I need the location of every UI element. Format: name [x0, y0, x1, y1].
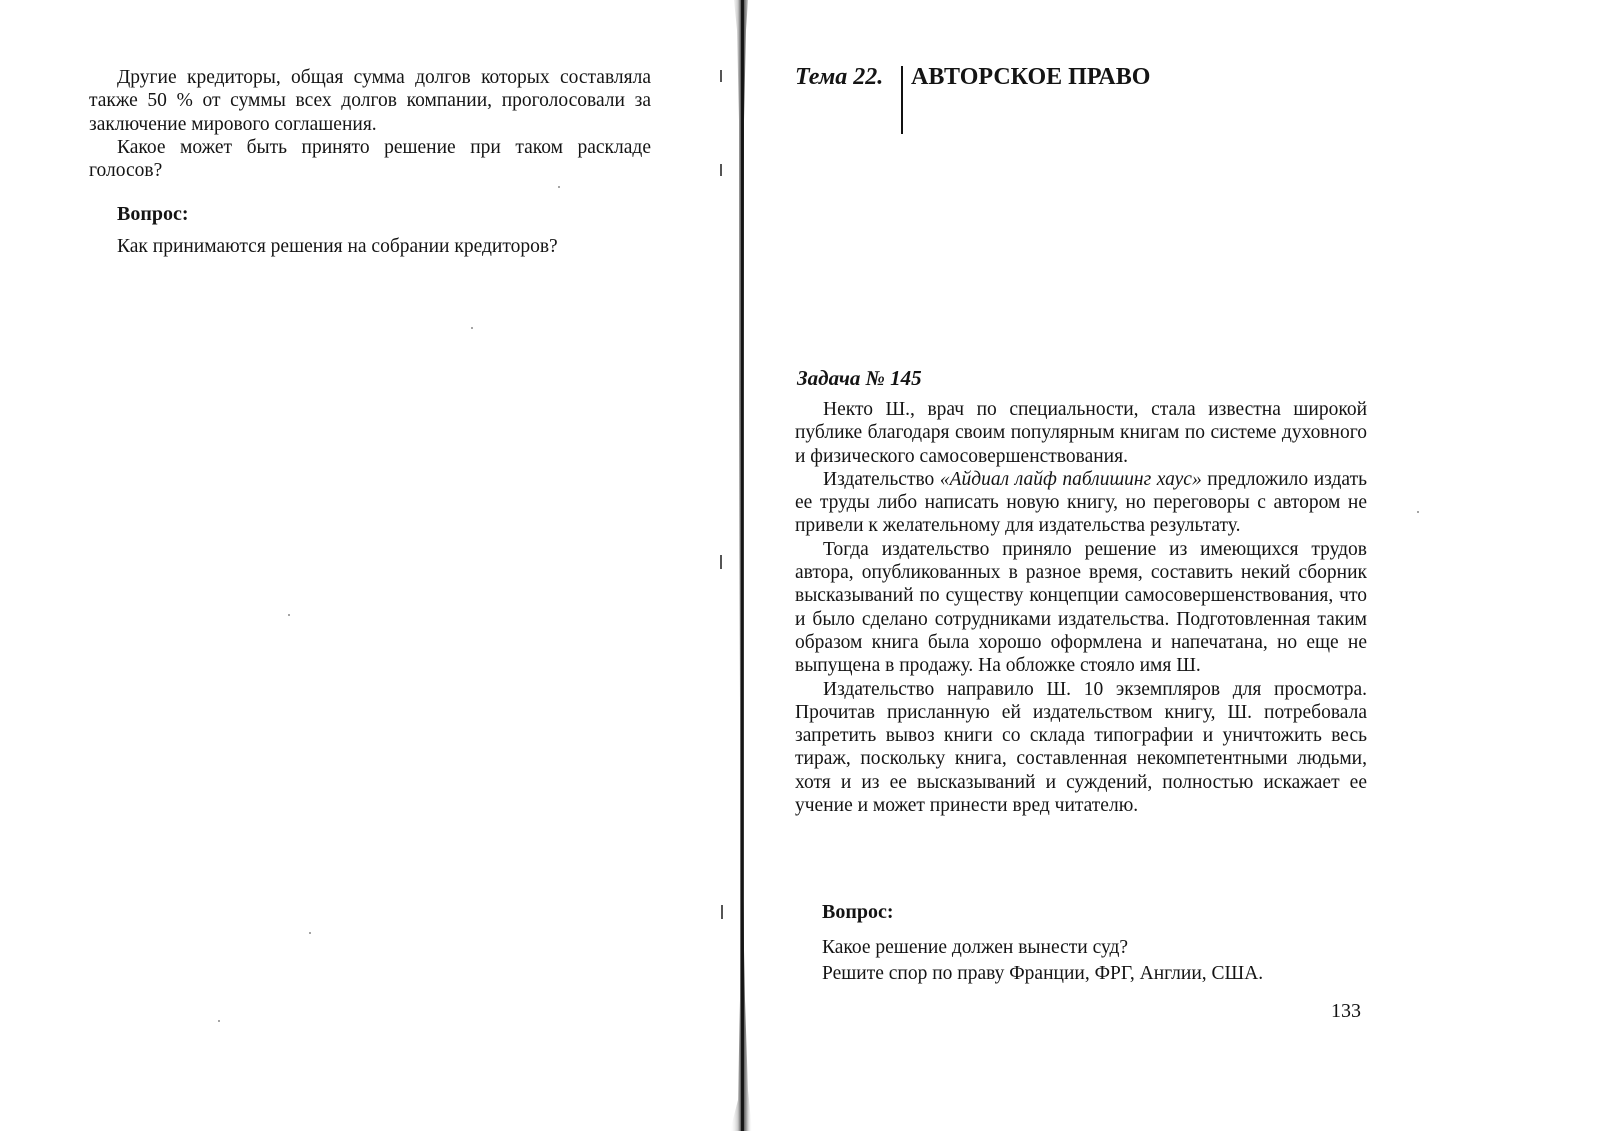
right-question-heading: Вопрос: [822, 901, 894, 923]
scan-speck [288, 614, 290, 616]
right-question-line-1: Какое решение должен вынести суд? [822, 937, 1129, 958]
scan-speck [1417, 511, 1419, 513]
right-page-body [795, 398, 1367, 817]
right-question-line-2: Решите спор по праву Франции, ФРГ, Англии, США. [822, 963, 1264, 984]
topic-divider [901, 66, 903, 134]
scan-speck [309, 932, 311, 934]
left-page-body [89, 66, 651, 182]
left-paragraph-2: Какое может быть принято решение при таком раскладе голосов? [89, 136, 651, 182]
scan-mark [721, 905, 723, 919]
right-paragraph-2-end: предложило издать ее труды либо написать новую книгу, но переговоры с автором не привели к желательному для издательства результату. [795, 468, 1367, 537]
scan-speck [218, 1020, 220, 1022]
right-paragraph-2 [795, 468, 1367, 538]
left-question-heading: Вопрос: [117, 203, 189, 225]
scan-speck [558, 186, 560, 188]
scan-mark [720, 555, 722, 569]
right-paragraph-3: Тогда издательство приняло решение из имеющихся трудов автора, опубликованных в разное время, составить некий сборник высказываний по существу концепции самосовершенствования, что и было сделано сотрудниками издательства. Подготовленная таким образом книга была хорошо оформлена и напечатана, но еще не выпущена в продажу. На обложке стояло имя Ш. [795, 538, 1367, 677]
task-title: Задача № 145 [797, 366, 922, 390]
scan-mark [720, 164, 722, 176]
scan-mark [720, 70, 722, 82]
right-paragraph-2-start: Издательство [823, 468, 940, 490]
topic-label: Тема 22. [795, 64, 884, 90]
topic-title: АВТОРСКОЕ ПРАВО [911, 64, 1151, 90]
scan-speck [471, 327, 473, 329]
publisher-name: «Айдиал лайф паблишинг хаус» [939, 468, 1202, 490]
right-paragraph-4: Издательство направило Ш. 10 экземпляров для просмотра. Прочитав присланную ей издательством книгу, Ш. потребовала запретить вывоз книги со склада типографии и уничтожить весь тираж, поскольку книга, составленная некомпетентными людьми, хотя и из ее высказываний и суждений, полностью искажает ее учение и может принести вред читателю. [795, 678, 1367, 817]
right-question-lines [822, 935, 1263, 987]
right-paragraph-1: Некто Ш., врач по специальности, стала известна широкой публике благодаря своим популярным книгам по системе духовного и физического самосовершенствования. [795, 399, 1367, 467]
page-number: 133 [1331, 1000, 1361, 1022]
left-paragraph-1: Другие кредиторы, общая сумма долгов которых составляла также 50 % от суммы всех долгов компании, проголосовали за заключение мирового соглашения. [89, 67, 651, 135]
left-question-text: Как принимаются решения на собрании кредиторов? [117, 236, 558, 257]
